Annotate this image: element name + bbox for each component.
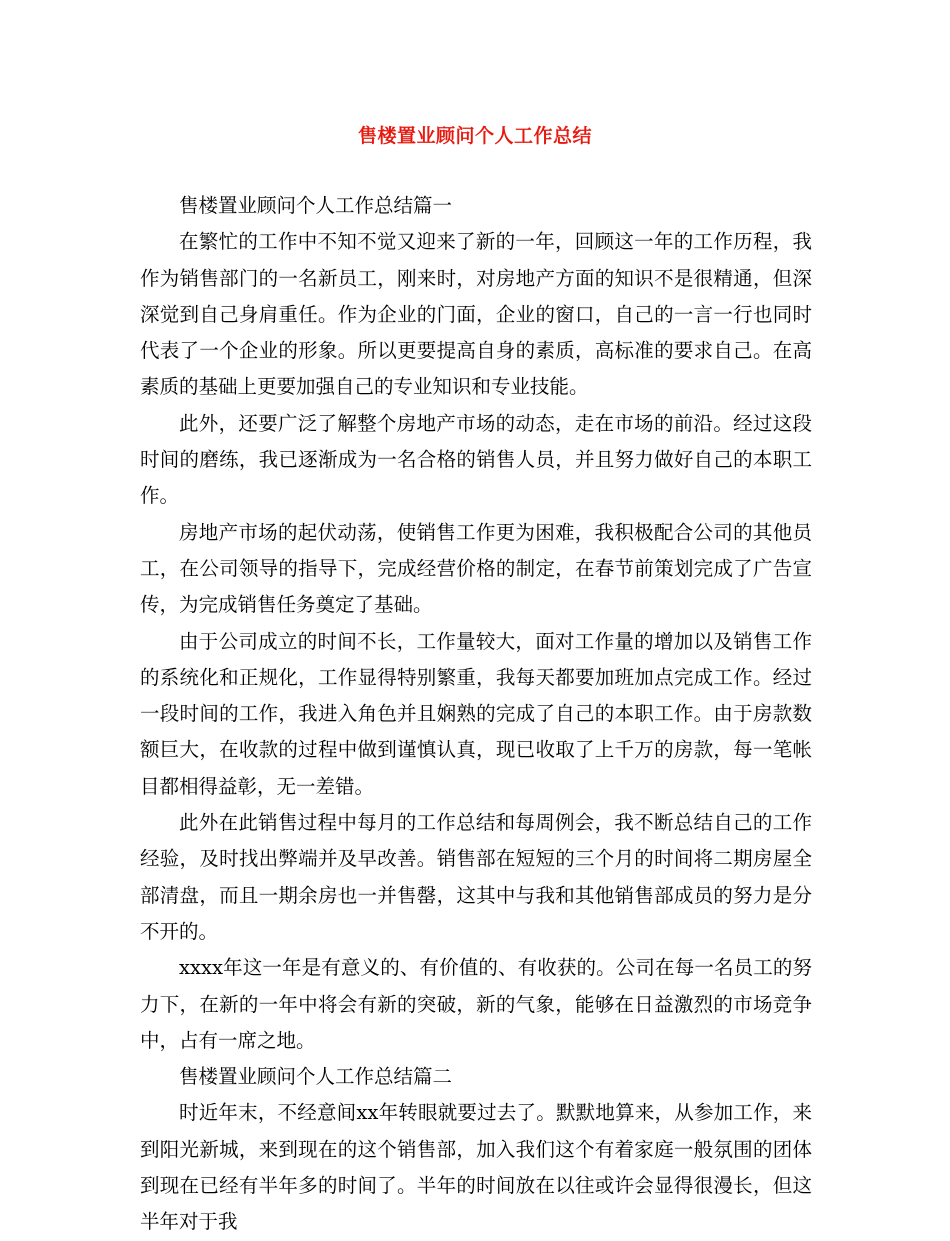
- paragraph: 房地产市场的起伏动荡，使销售工作更为困难，我积极配合公司的其他员工，在公司领导的指导下，完成经营价格的制定，在春节前策划完成了广告宣传，为完成销售任务奠定了基础。: [140, 520, 812, 617]
- paragraph: 在繁忙的工作中不知不觉又迎来了新的一年，回顾这一年的工作历程，我作为销售部门的一名新员工，刚来时，对房地产方面的知识不是很精通，但深深觉到自己身肩重任。作为企业的门面，企业的窗口，自己的一言一行也同时代表了一个企业的形象。所以更要提高自身的素质，高标准的要求自己。在高素质的基础上更要加强自己的专业知识和专业技能。: [140, 230, 812, 399]
- document-title: 售楼置业顾问个人工作总结: [357, 125, 592, 147]
- paragraph: 时近年末，不经意间xx年转眼就要过去了。默默地算来，从参加工作，来到阳光新城，来到现在的这个销售部，加入我们这个有着家庭一般氛围的团体到现在已经有半年多的时间了。半年的时间放在以往或许会显得很漫长，但这半年对于我: [140, 1101, 812, 1234]
- paragraph: 此外，还要广泛了解整个房地产市场的动态，走在市场的前沿。经过这段时间的磨练，我已逐渐成为一名合格的销售人员，并且努力做好自己的本职工作。: [140, 411, 812, 508]
- document-body: [140, 188, 812, 1241]
- paragraph: xxxx年这一年是有意义的、有价值的、有收获的。公司在每一名员工的努力下，在新的一年中将会有新的突破，新的气象，能够在日益激烈的市场竞争中，占有一席之地。: [140, 956, 812, 1052]
- paragraph: 此外在此销售过程中每月的工作总结和每周例会，我不断总结自己的工作经验，及时找出弊端并及早改善。销售部在短短的三个月的时间将二期房屋全部清盘，而且一期余房也一并售罄，这其中与我和其他销售部成员的努力是分不开的。: [140, 811, 812, 943]
- section-heading-2: 售楼置业顾问个人工作总结篇二: [179, 1065, 453, 1089]
- section-heading-1: 售楼置业顾问个人工作总结篇一: [179, 194, 453, 217]
- paragraph: 由于公司成立的时间不长，工作量较大，面对工作量的增加以及销售工作的系统化和正规化，工作显得特别繁重，我每天都要加班加点完成工作。经过一段时间的工作，我进入角色并且娴熟的完成了自己的本职工作。由于房款数额巨大，在收款的过程中做到谨慎认真，现已收取了上千万的房款，每一笔帐目都相得益彰，无一差错。: [140, 629, 812, 798]
